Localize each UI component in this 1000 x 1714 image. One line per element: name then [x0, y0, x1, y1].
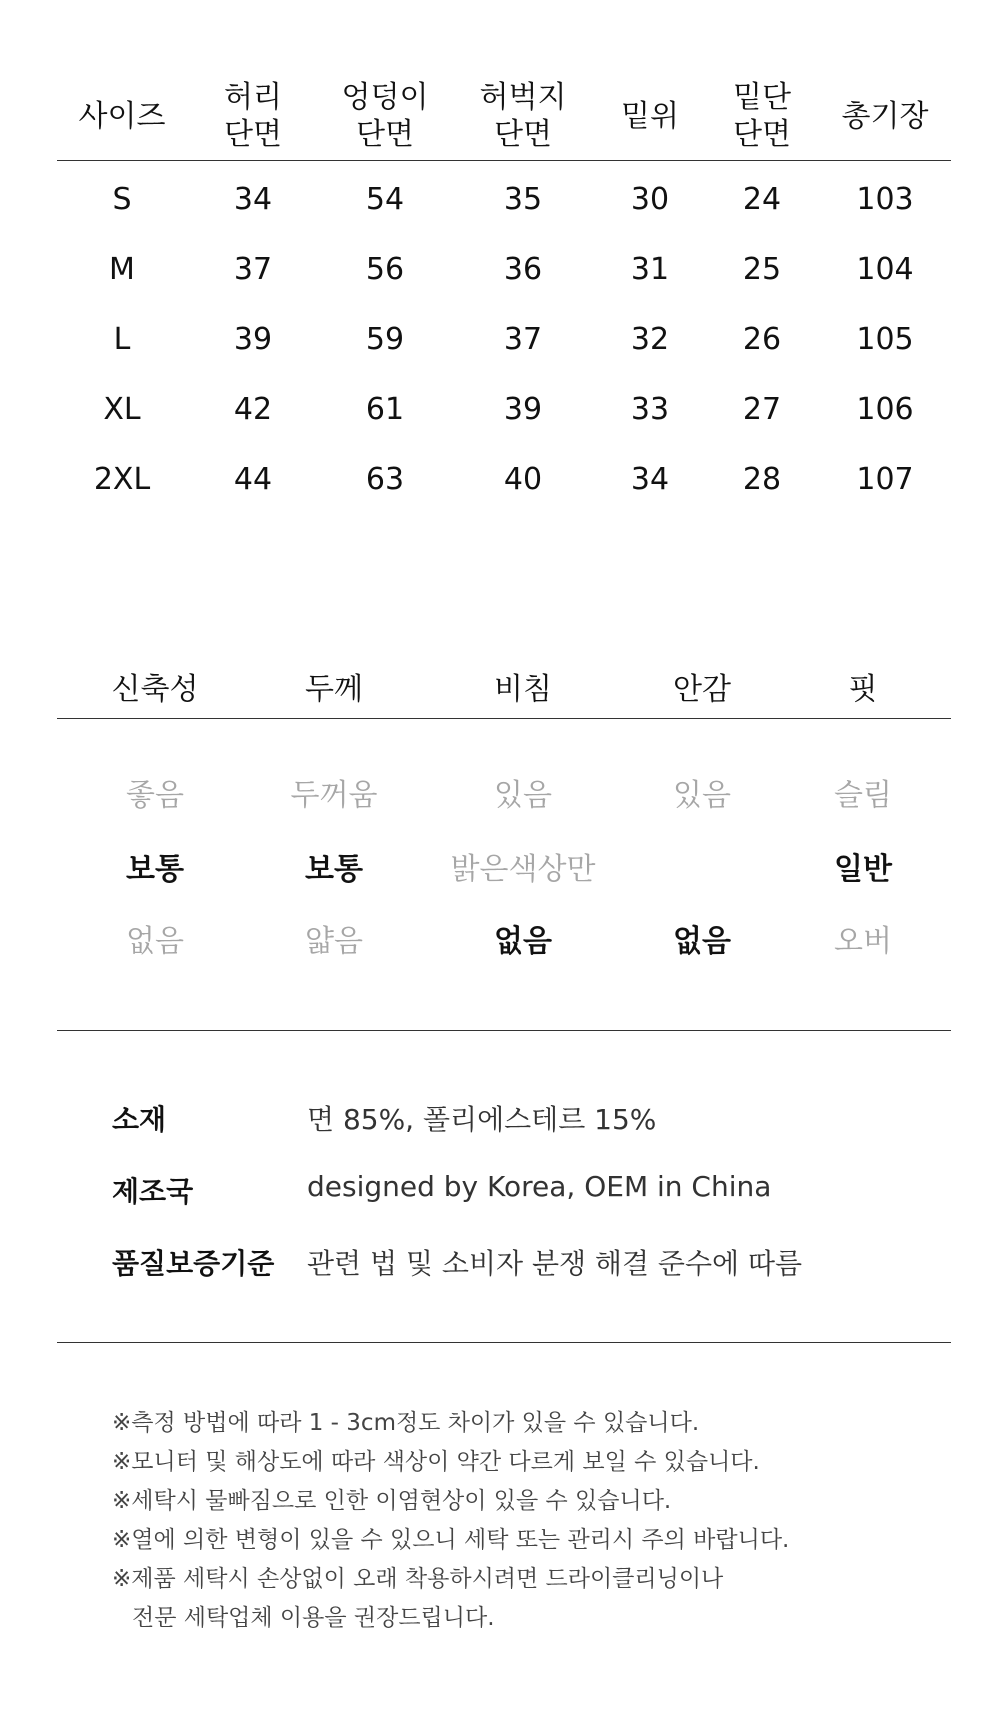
- size-cell: 105: [856, 321, 914, 357]
- size-cell: 30: [630, 181, 670, 217]
- property-header: 두께: [305, 672, 363, 707]
- size-cell: 42: [233, 391, 273, 427]
- size-cell: 39: [503, 391, 543, 427]
- property-option: 없음: [126, 924, 184, 959]
- size-cell: 25: [742, 251, 782, 287]
- size-cell: 34: [630, 461, 670, 497]
- property-header: 안감: [673, 672, 731, 707]
- size-header-thigh: 허벅지 단면: [479, 80, 567, 152]
- size-cell: L: [113, 321, 131, 357]
- size-cell: S: [112, 181, 132, 217]
- size-cell: XL: [103, 391, 141, 427]
- section-divider-2: [57, 1342, 951, 1343]
- size-header-waist: 허리 단면: [224, 80, 282, 152]
- size-cell: 26: [742, 321, 782, 357]
- origin-value: designed by Korea, OEM in China: [307, 1170, 772, 1203]
- size-cell: 33: [630, 391, 670, 427]
- size-cell: 32: [630, 321, 670, 357]
- section-divider-1: [57, 1030, 951, 1031]
- note-6: 전문 세탁업체 이용을 권장드립니다.: [132, 1605, 495, 1631]
- size-cell: 63: [365, 461, 405, 497]
- quality-value: 관련 법 및 소비자 분쟁 해결 준수에 따름: [307, 1247, 803, 1280]
- property-header: 신축성: [111, 672, 199, 707]
- size-cell: 39: [233, 321, 273, 357]
- size-table: [57, 72, 951, 514]
- size-header-hip: 엉덩이 단면: [341, 80, 429, 152]
- property-option: 보통: [305, 852, 363, 887]
- property-option: 좋음: [126, 778, 184, 813]
- size-header-length: 총기장: [841, 98, 929, 134]
- note-3: ※세탁시 물빠짐으로 인한 이염현상이 있을 수 있습니다.: [112, 1488, 672, 1514]
- size-cell: 56: [365, 251, 405, 287]
- size-cell: 34: [233, 181, 273, 217]
- size-table-divider: [57, 160, 951, 161]
- size-cell: 37: [503, 321, 543, 357]
- origin-label: 제조국: [112, 1175, 194, 1208]
- properties-header: [57, 664, 951, 708]
- size-header-rise: 밑위: [621, 98, 679, 134]
- size-cell: 2XL: [93, 461, 151, 497]
- property-option: 밝은색상만: [450, 852, 596, 887]
- property-header: 핏: [848, 672, 878, 707]
- note-2: ※모니터 및 해상도에 따라 색상이 약간 다르게 보일 수 있습니다.: [112, 1449, 760, 1475]
- size-header-hem: 밑단 단면: [733, 80, 791, 152]
- table-row: [57, 444, 951, 514]
- size-cell: 61: [365, 391, 405, 427]
- size-cell: 54: [365, 181, 405, 217]
- size-header-size: 사이즈: [78, 98, 166, 134]
- property-option: 보통: [126, 852, 184, 887]
- size-cell: 37: [233, 251, 273, 287]
- table-row: [57, 374, 951, 444]
- size-cell: 59: [365, 321, 405, 357]
- note-5: ※제품 세탁시 손상없이 오래 착용하시려면 드라이클리닝이나: [112, 1566, 724, 1592]
- property-option: 있음: [673, 778, 731, 813]
- property-option: 슬림: [834, 778, 892, 813]
- material-label: 소재: [112, 1103, 167, 1136]
- size-table-body: [57, 162, 951, 514]
- property-header: 비침: [494, 672, 552, 707]
- note-1: ※측정 방법에 따라 1 - 3cm정도 차이가 있을 수 있습니다.: [112, 1410, 700, 1436]
- size-cell: 104: [856, 251, 914, 287]
- size-table-header: [57, 72, 951, 160]
- size-cell: 40: [503, 461, 543, 497]
- property-option: 두꺼움: [290, 778, 378, 813]
- property-option: 일반: [834, 852, 892, 887]
- size-cell: 31: [630, 251, 670, 287]
- property-option: 없음: [673, 924, 731, 959]
- size-cell: 27: [742, 391, 782, 427]
- property-option: 있음: [494, 778, 552, 813]
- table-row: [57, 234, 951, 304]
- material-value: 면 85%, 폴리에스테르 15%: [307, 1103, 657, 1136]
- size-cell: 35: [503, 181, 543, 217]
- properties-grid: [57, 770, 951, 970]
- property-option: 얇음: [305, 924, 363, 959]
- quality-label: 품질보증기준: [112, 1247, 275, 1280]
- size-cell: 106: [856, 391, 914, 427]
- properties-divider: [57, 718, 951, 719]
- property-option: 오버: [834, 924, 892, 959]
- size-cell: 103: [856, 181, 914, 217]
- size-cell: 36: [503, 251, 543, 287]
- note-4: ※열에 의한 변형이 있을 수 있으니 세탁 또는 관리시 주의 바랍니다.: [112, 1527, 790, 1553]
- table-row: [57, 164, 951, 234]
- size-cell: 107: [856, 461, 914, 497]
- property-option: 없음: [494, 924, 552, 959]
- size-cell: 24: [742, 181, 782, 217]
- table-row: [57, 304, 951, 374]
- size-cell: 28: [742, 461, 782, 497]
- size-cell: M: [109, 251, 135, 287]
- size-cell: 44: [233, 461, 273, 497]
